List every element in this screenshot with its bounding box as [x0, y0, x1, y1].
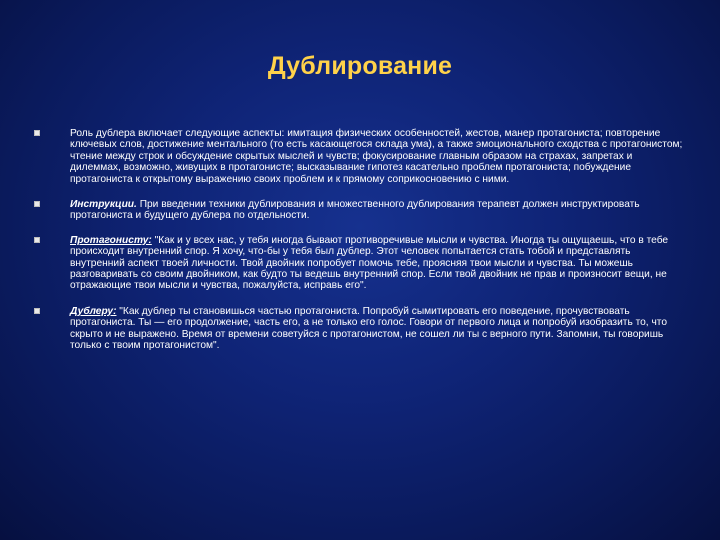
bullet-marker-icon: [34, 130, 40, 136]
bullet-item-protagonist: [34, 235, 684, 292]
bullet-lead: Инструкции.: [70, 199, 137, 211]
bullet-text: При введении техники дублирования и множественного дублирования терапевт должен инструктировать протагониста и будущего дублера по отдельности.: [70, 199, 640, 222]
bullet-marker-icon: [34, 237, 40, 243]
bullet-item-double: [34, 306, 684, 352]
bullet-list: [34, 128, 684, 366]
slide-title: Дублирование: [267, 52, 453, 80]
bullet-text: "Как и у всех нас, у тебя иногда бывают противоречивые мысли и чувства. Иногда ты ощущаешь, что в тебе происходит внутренний спор. Я хочу, что-бы у тебя был дублер. Этот человек попытается стать тобой и представлять внутренний аспект твоей личности. Твой двойник попробует помочь тебе, проясняя твои мысли и чувства. Ты можешь разговаривать со своим двойником, как будто ты ведешь внутренний спор. Если твой двойник не прав и произносит вещи, не отражающие твои мысли и чувства, пожалуйста, исправь его".: [70, 234, 669, 292]
bullet-item-instructions: [34, 199, 684, 222]
bullet-text: Роль дублера включает следующие аспекты: имитация физических особенностей, жестов, манер протагониста; повторение ключевых слов, достижение ментального (то есть касающегося склада ума), а также эмоционального сходства с протагонистом; чтение между строк и обсуждение скрытых мыслей и чувств; фокусирование главным образом на страхах, запретах и дилеммах, возможно, живущих в протагонисте; высказывание гипотез касательно проблем протагониста; побуждение протагониста к открытому выражению своих проблем и к прямому соприкосновению с ними.: [70, 128, 683, 185]
bullet-text: "Как дублер ты становишься частью протагониста. Попробуй сымитировать его поведение, прочувствовать протагониста. Ты — его продолжение, часть его, а не только его голос. Говори от первого лица и попробуй изобразить то, что скрыто и не выражено. Время от времени советуйся с протагонистом, не сошел ли ты с верного пути. Запомни, ты говоришь только с твоим протагонистом".: [70, 305, 667, 352]
bullet-marker-icon: [34, 201, 40, 207]
bullet-marker-icon: [34, 308, 40, 314]
bullet-lead: Дублеру:: [70, 305, 117, 317]
bullet-item-roles: [34, 128, 684, 185]
bullet-lead: Протагонисту:: [70, 234, 152, 246]
